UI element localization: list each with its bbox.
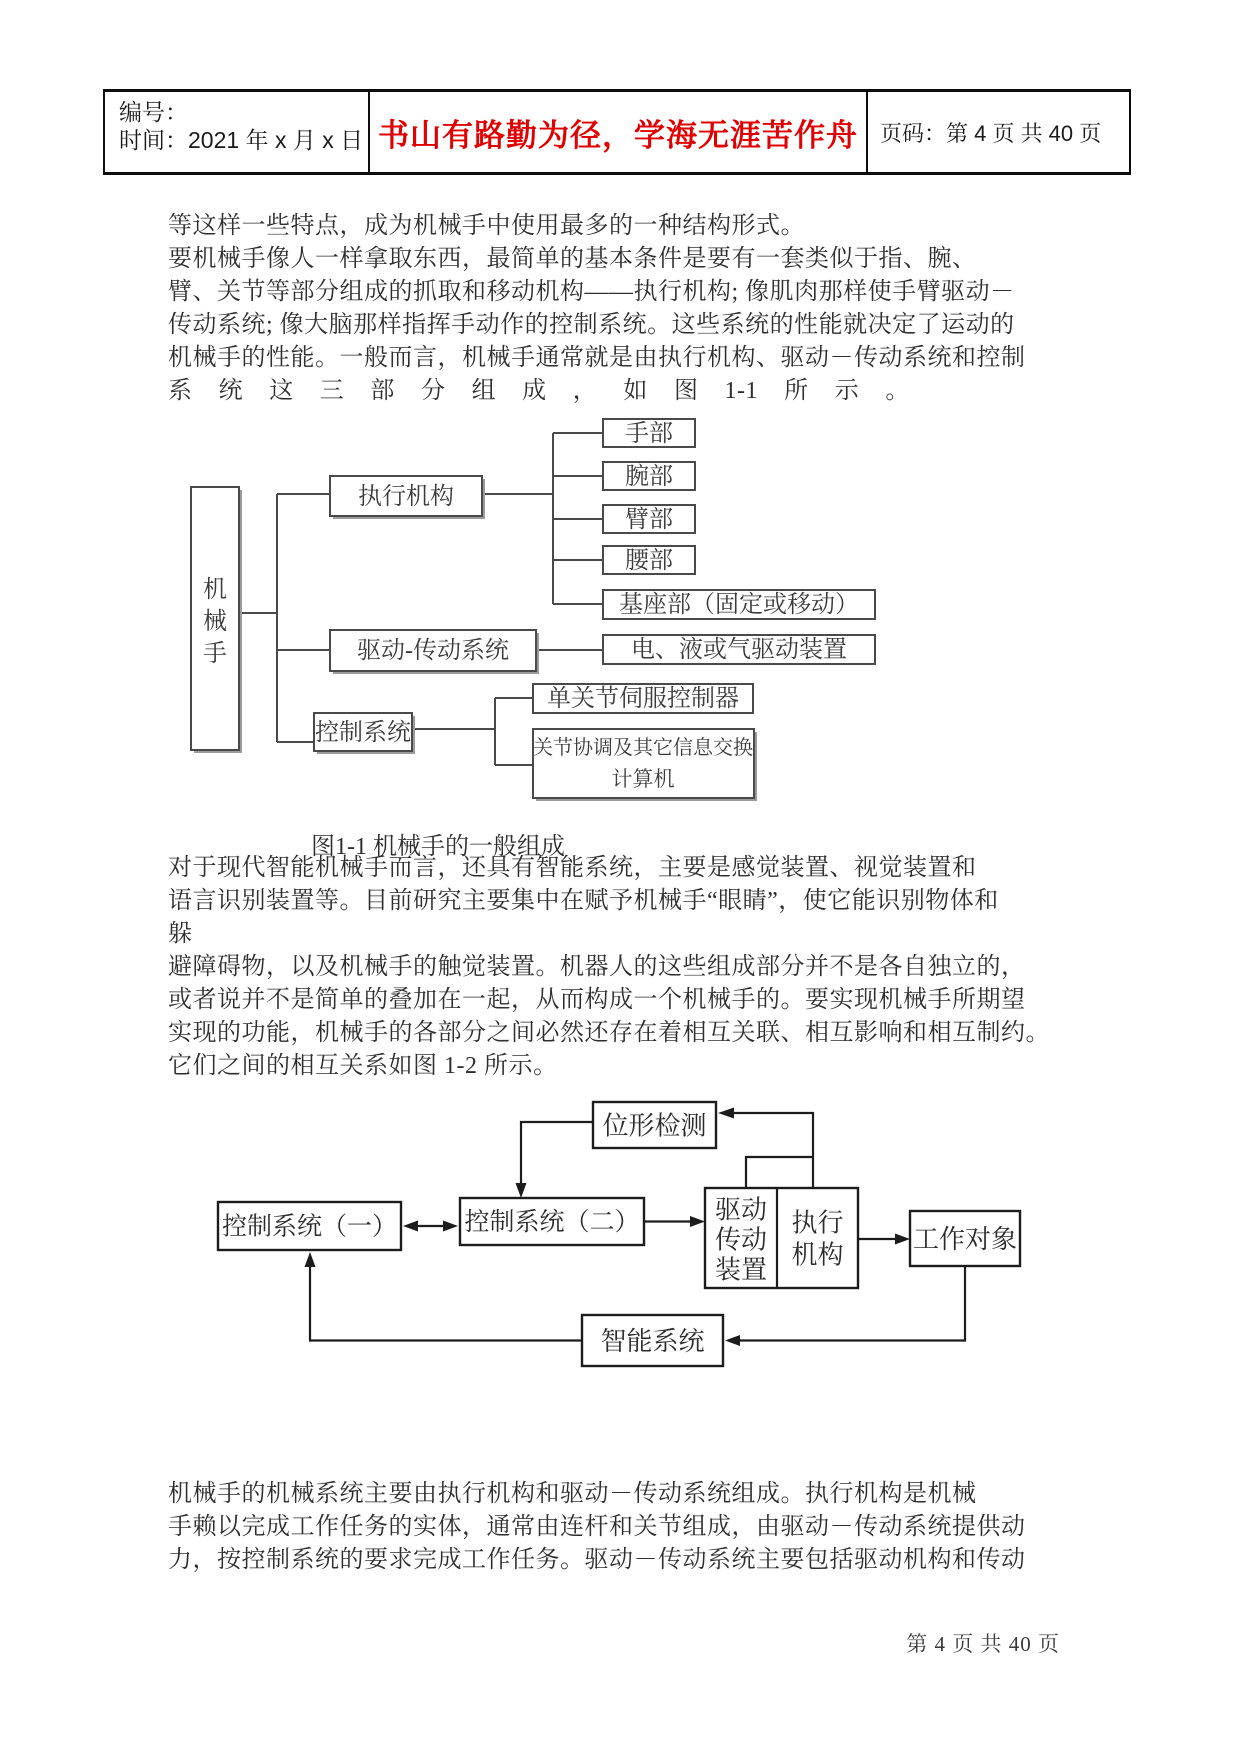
arrowhead-into-control2	[516, 1183, 527, 1198]
justified-char: 。	[885, 378, 910, 404]
text-line: 力，按控制系统的要求完成工作任务。驱动－传动系统主要包括驱动机构和传动	[168, 1547, 1026, 1573]
text-line: 传动系统; 像大脑那样指挥手动作的控制系统。这些系统的性能就决定了运动的	[168, 312, 1015, 338]
fig2-drive-label: 装置	[714, 1255, 768, 1285]
page-footer: 第 4 页 共 40 页	[906, 1632, 1060, 1656]
fig1-joint-computer-label-line1: 关节协调及其它信息交换	[533, 737, 753, 759]
fig2-position-detect-label: 位形检测	[602, 1111, 707, 1141]
justified-char: 组	[471, 378, 497, 404]
fig1-root-char: 械	[203, 609, 227, 635]
figure1-tree-diagram	[191, 419, 875, 801]
fig2-intelligent-label: 智能系统	[600, 1327, 705, 1356]
arrowhead-into-control1-right	[403, 1221, 418, 1232]
fig1-servo-label: 单关节伺服控制器	[547, 686, 739, 712]
justified-char: 这	[269, 378, 294, 404]
justified-char: 统	[218, 378, 244, 404]
justified-char: 部	[370, 378, 395, 404]
text-line: 躲	[168, 921, 193, 947]
header-number-label: 编号：	[119, 99, 188, 125]
arrowhead-into-intelligent	[725, 1335, 740, 1346]
text-line: 要机械手像人一样拿取东西，最简单的基本条件是要有一套类似于指、腕、	[168, 246, 977, 272]
fig1-drive-system-label: 驱动-传动系统	[357, 638, 509, 664]
fig1-executor-label: 执行机构	[358, 484, 454, 510]
figure2-block-diagram	[218, 1102, 1020, 1366]
arrowhead-into-work-object	[895, 1234, 910, 1245]
arrowhead-into-position-detect	[718, 1108, 734, 1119]
justified-char: 1-1	[724, 378, 759, 404]
justified-char: ，	[572, 378, 598, 404]
fig1-root-char: 机	[203, 577, 227, 603]
justified-char: 所	[784, 378, 809, 404]
fig2-drive-label: 驱动	[714, 1195, 768, 1225]
text-line: 等这样一些特点，成为机械手中使用最多的一种结构形式。	[168, 213, 805, 239]
figure1-caption: 图1-1 机械手的一般组成	[311, 834, 565, 860]
fig2-drive-label: 传动	[714, 1225, 768, 1255]
fig2-work-object-label: 工作对象	[912, 1225, 1018, 1254]
justified-char: 图	[673, 378, 699, 404]
text-line: 机械手的机械系统主要由执行机构和驱动－传动系统组成。执行机构是机械	[168, 1481, 977, 1507]
text-line: 手赖以完成工作任务的实体，通常由连杆和关节组成，由驱动－传动系统提供动	[168, 1514, 1026, 1540]
justified-char: 分	[420, 378, 446, 404]
arrowhead-into-drive-exec	[690, 1216, 705, 1227]
fig1-wrist-label: 腕部	[625, 464, 673, 490]
fig1-arm-label: 臂部	[625, 507, 673, 533]
justified-char: 示	[834, 378, 860, 404]
header-page-info: 页码：第 4 页 共 40 页	[880, 120, 1102, 146]
text-line: 机械手的性能。一般而言，机械手通常就是由执行机构、驱动－传动系统和控制	[168, 345, 1026, 371]
text-line: 对于现代智能机械手而言，还具有智能系统，主要是感觉装置、视觉装置和	[168, 855, 977, 881]
fig1-hand-label: 手部	[625, 421, 673, 447]
text-line: 语言识别装置等。目前研究主要集中在赋予机械手“眼睛”，使它能识别物体和	[168, 888, 999, 914]
text-line: 臂、关节等部分组成的抓取和移动机构——执行机构; 像肌肉那样使手臂驱动－	[168, 279, 1015, 305]
justified-char: 如	[623, 378, 648, 404]
justified-char: 系	[168, 378, 193, 404]
arrowhead-into-control1-bottom	[305, 1252, 316, 1267]
fig1-base-label: 基座部（固定或移动）	[619, 592, 859, 618]
text-line: 实现的功能，机械手的各部分之间必然还存在着相互关联、相互影响和相互制约。	[168, 1020, 1050, 1046]
text-line: 或者说并不是简单的叠加在一起，从而构成一个机械手的。要实现机械手所期望	[168, 987, 1026, 1013]
fig2-executor-label: 机构	[791, 1240, 844, 1270]
arrowhead-into-control2-left	[443, 1221, 458, 1232]
fig2-executor-label: 执行	[791, 1208, 844, 1238]
fig1-control-system-label: 控制系统	[315, 720, 411, 746]
header-motto: 书山有路勤为径，学海无涯苦作舟	[378, 117, 858, 153]
justified-char: 三	[319, 378, 345, 404]
text-line: 它们之间的相互关系如图 1-2 所示。	[168, 1053, 558, 1079]
justified-char: 成	[522, 378, 547, 404]
fig1-joint-computer-label-line2: 计算机	[611, 767, 675, 791]
fig1-drive-device-label: 电、液或气驱动装置	[631, 637, 847, 663]
fig2-control1-label: 控制系统（一）	[221, 1213, 398, 1241]
fig2-control2-label: 控制系统（二）	[464, 1209, 640, 1236]
fig1-root-char: 手	[203, 641, 227, 667]
header-date-label: 时间：2021 年 x 月 x 日	[119, 127, 364, 153]
text-line: 避障碍物，以及机械手的触觉装置。机器人的这些组成部分并不是各自独立的，	[168, 954, 1026, 980]
fig1-waist-label: 腰部	[625, 548, 673, 574]
